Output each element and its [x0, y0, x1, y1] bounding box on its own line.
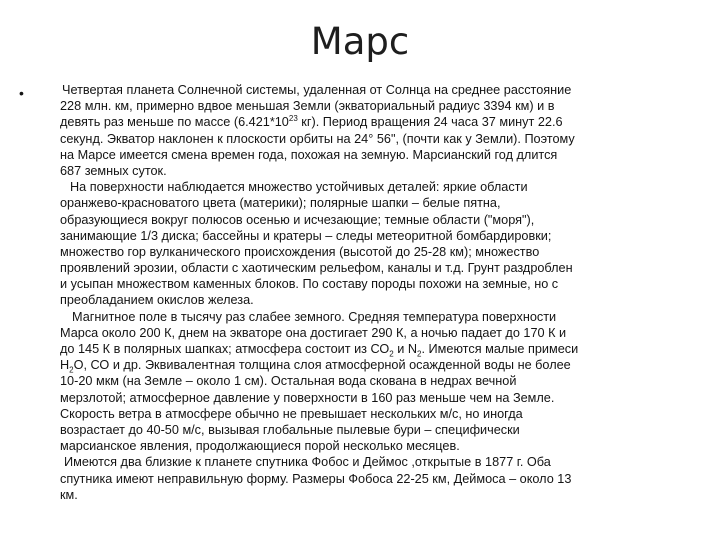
text-line: секунд. Экватор наклонен к плоскости орбиты на 24° 56", (почти как у Земли). Поэтому [60, 131, 575, 146]
bullet-marker: • [19, 85, 24, 101]
paragraph-orbit [60, 82, 710, 179]
text-line: Марса около 200 К, днем на экваторе она достигает 290 К, а ночью падает до 170 К и [60, 325, 567, 340]
paragraph-moons [60, 454, 710, 503]
text-fragment: девять раз меньше по массе (6.421*10 [60, 115, 289, 130]
text-line: занимающие 1/3 диска; бассейны и кратеры – следы метеоритной бомбардировки; [60, 228, 552, 243]
text-fragment: Н [60, 358, 70, 373]
text-line: и усыпан множеством каменных блоков. По составу породы похожи на земные, но с [60, 277, 559, 292]
text-fragment: О, СО и др. Эквивалентная толщина слоя атмосферной осажденной воды не более [73, 358, 571, 373]
paragraph-atmosphere [60, 309, 710, 455]
text-line: мерзлотой; атмосферное давление у поверхности в 160 раз меньше чем на Земле. [60, 390, 555, 405]
subscript: 2 [69, 365, 74, 375]
text-line: 687 земных суток. [60, 163, 167, 178]
text-line [60, 357, 710, 373]
subscript: 2 [417, 349, 422, 359]
subscript: 2 [389, 349, 394, 359]
text-line [60, 114, 710, 130]
text-line: на Марсе имеется смена времен года, похожая на земную. Марсианский год длится [60, 147, 558, 162]
text-line: Имеются два близкие к планете спутника Фобос и Деймос ,открытые в 1877 г. Оба [64, 455, 551, 470]
text-line: 228 млн. км, примерно вдвое меньшая Земли (экваториальный радиус 3394 км) и в [60, 99, 555, 114]
text-line: преобладанием окислов железа. [60, 293, 254, 308]
text-line: проявлений эрозии, области с хаотическим рельефом, каналы и т.д. Грунт раздроблен [60, 261, 573, 276]
text-line: На поверхности наблюдается множество устойчивых деталей: яркие области [70, 180, 528, 195]
text-line: оранжево-красноватого цвета (материки); полярные шапки – белые пятна, [60, 196, 501, 211]
text-line: множество гор вулканического происхождения (высотой до 25-28 км); множество [60, 244, 540, 259]
superscript: 23 [288, 114, 298, 124]
text-fragment: кг). Период вращения 24 часа 37 минут 22.6 [297, 115, 563, 130]
text-line: Четвертая планета Солнечной системы, удаленная от Солнца на среднее расстояние [62, 83, 572, 97]
text-line: Магнитное поле в тысячу раз слабее земного. Средняя температура поверхности [72, 309, 557, 324]
text-line [60, 341, 710, 357]
paragraph-surface [60, 179, 710, 309]
text-line: спутника имеют неправильную форму. Размеры Фобоса 22-25 км, Деймоса – около 13 [60, 471, 572, 486]
body-text [60, 82, 710, 503]
text-fragment: . Имеются малые примеси [421, 342, 579, 356]
text-line: Скорость ветра в атмосфере обычно не превышает нескольких м/с, но иногда [60, 406, 523, 421]
slide-title: Марс [310, 20, 410, 63]
text-line: км. [60, 487, 78, 502]
text-fragment: до 145 К в полярных шапках; атмосфера состоит из СО [60, 342, 390, 356]
text-line: образующиеся вокруг полюсов осенью и исчезающие; темные области ("моря"), [60, 212, 535, 227]
text-line: марсианское явления, продолжающиеся порой несколько месяцев. [60, 439, 460, 454]
text-line: возрастает до 40-50 м/с, вызывая глобальные пылевые бури – специфически [60, 422, 520, 437]
text-line: 10-20 мкм (на Земле – около 1 см). Остальная вода скована в недрах вечной [60, 374, 517, 389]
text-fragment: и N [393, 342, 418, 356]
